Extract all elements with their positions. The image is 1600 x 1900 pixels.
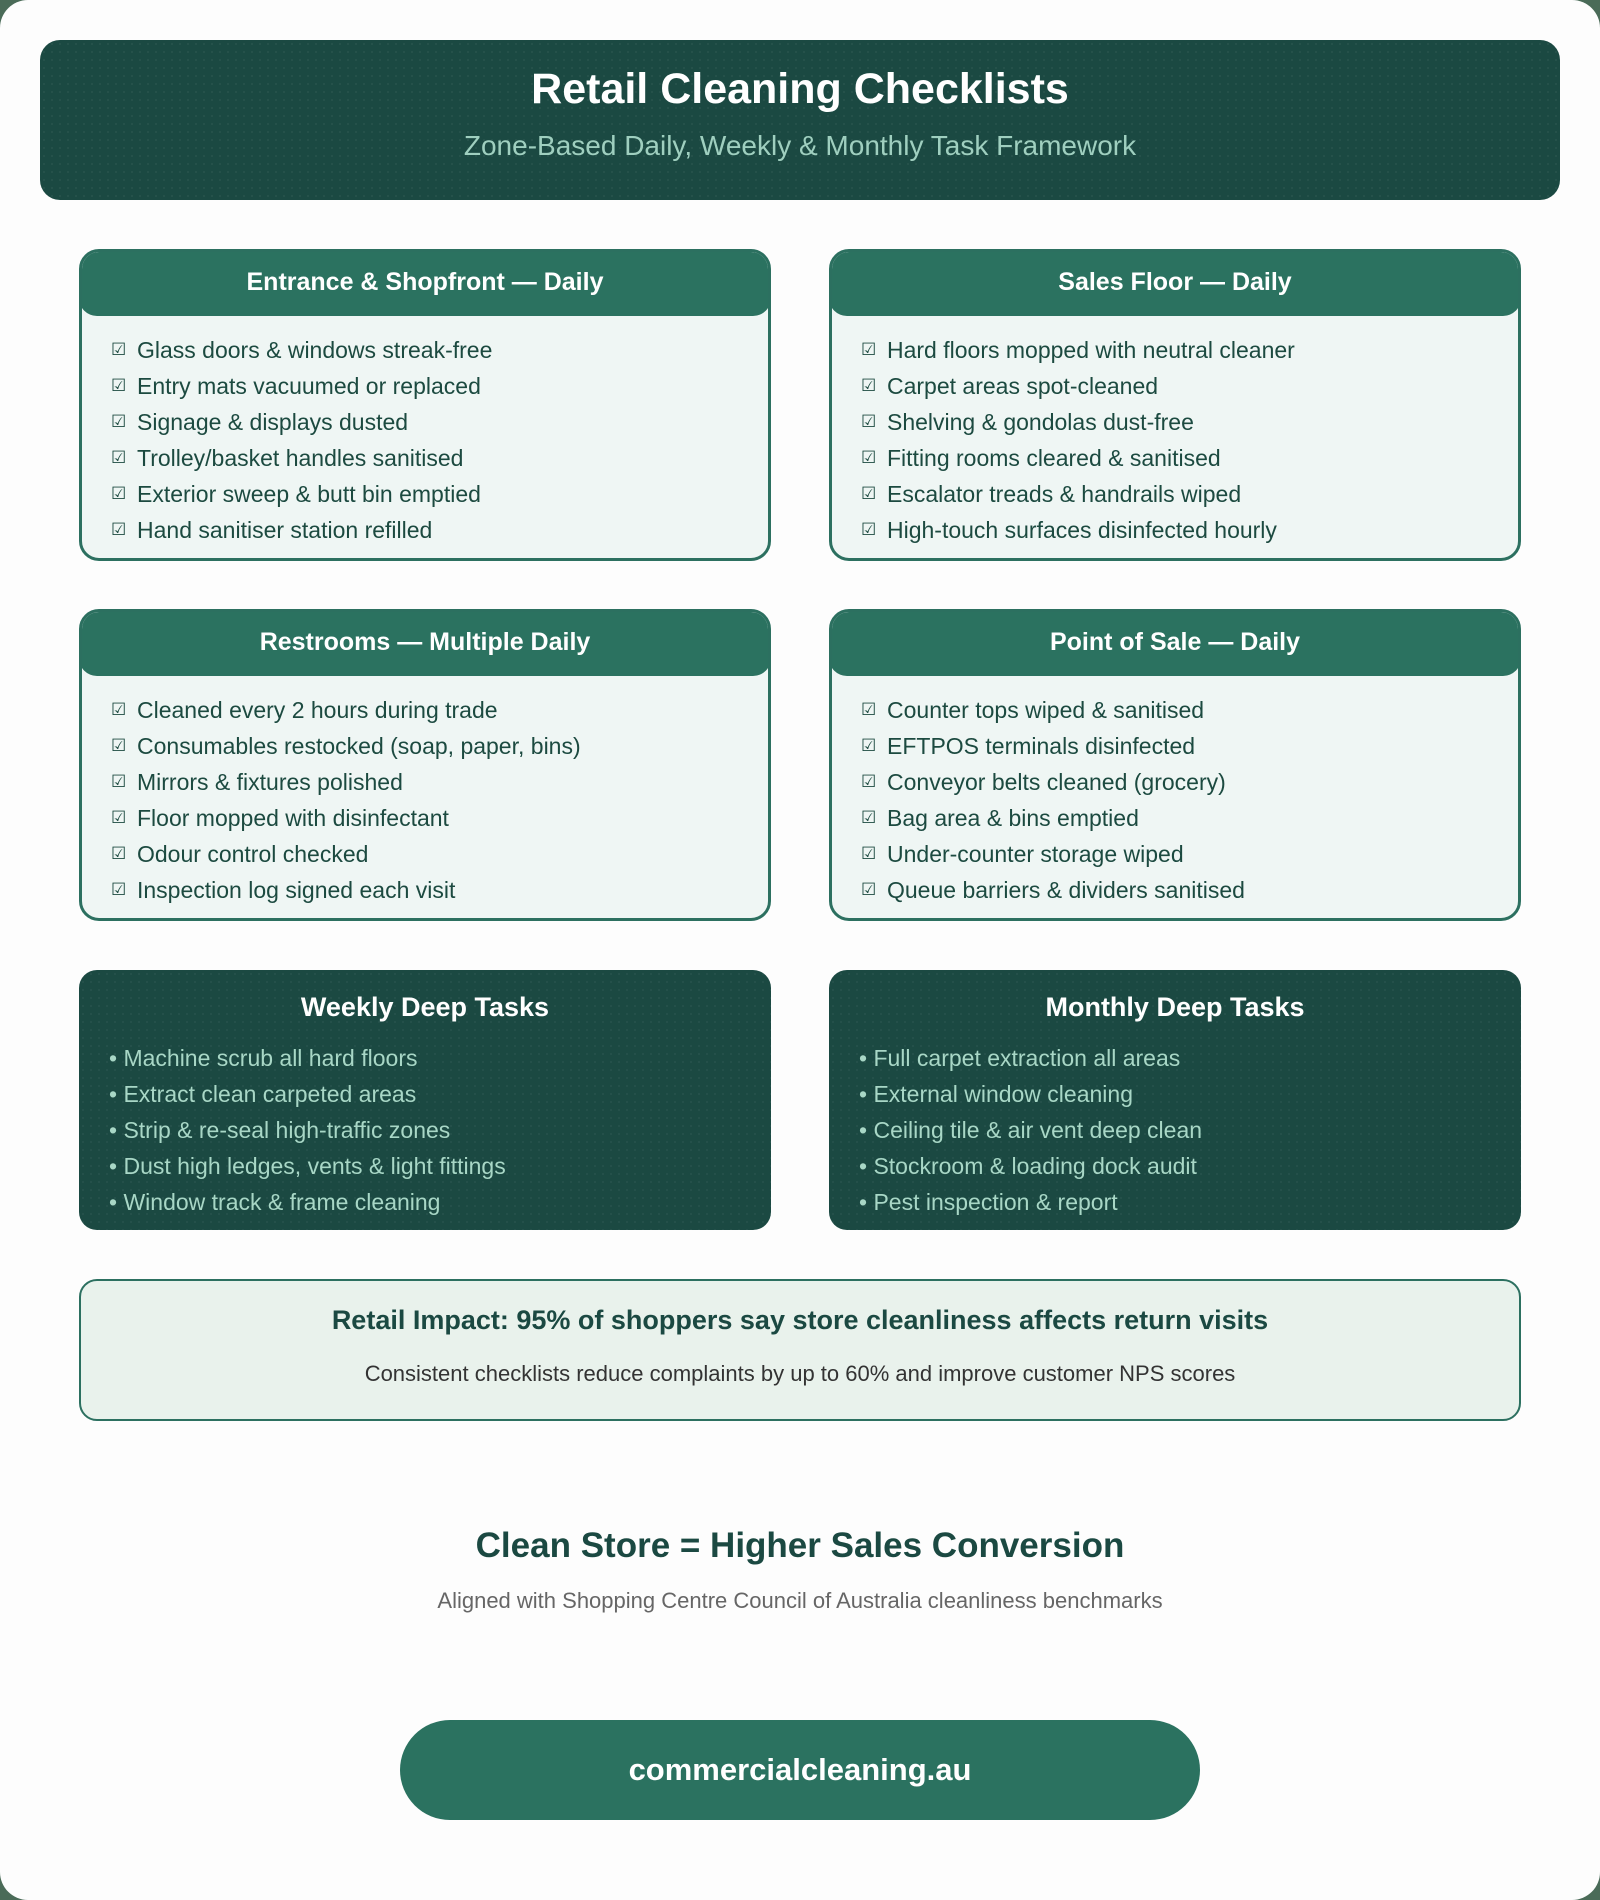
- checklist-item: [111, 872, 581, 908]
- checklist-item-label: Counter tops wiped & sanitised: [887, 697, 1205, 723]
- deep-task-item: [109, 1040, 506, 1076]
- checklist-item-label: Conveyor belts cleaned (grocery): [887, 769, 1226, 795]
- deep-task-label: Extract clean carpeted areas: [123, 1081, 417, 1107]
- checklist-item-label: Mirrors & fixtures polished: [137, 769, 403, 795]
- deep-task-label: Full carpet extraction all areas: [873, 1045, 1181, 1071]
- deep-task-item: [109, 1076, 506, 1112]
- bullet-icon: •: [109, 1189, 118, 1215]
- zone-card-restrooms: [79, 609, 771, 921]
- checklist: [111, 332, 492, 548]
- checklist-item: [861, 728, 1245, 764]
- checklist-item-label: Queue barriers & dividers sanitised: [887, 877, 1245, 903]
- checklist-item-label: Carpet areas spot-cleaned: [887, 373, 1159, 399]
- checklist-item: [861, 476, 1295, 512]
- checkbox-checked-icon: ☑: [111, 520, 127, 539]
- checklist-item-label: Odour control checked: [137, 841, 369, 867]
- checklist-item-label: Cleaned every 2 hours during trade: [137, 697, 498, 723]
- checklist: [861, 332, 1295, 548]
- checklist-item-label: Exterior sweep & butt bin emptied: [137, 481, 481, 507]
- deep-task-item: [859, 1112, 1202, 1148]
- zone-card-title: Restrooms — Multiple Daily: [79, 609, 771, 676]
- checklist-item: [861, 368, 1295, 404]
- deep-task-list: [109, 1040, 506, 1220]
- checklist-item: [111, 728, 581, 764]
- tagline-subtitle: Aligned with Shopping Centre Council of Australia cleanliness benchmarks: [437, 1588, 1163, 1613]
- tagline-title: Clean Store = Higher Sales Conversion: [475, 1526, 1125, 1565]
- deep-task-label: Stockroom & loading dock audit: [873, 1153, 1197, 1179]
- retail-impact-callout: [79, 1279, 1521, 1421]
- bullet-icon: •: [109, 1117, 118, 1143]
- checklist-item-label: Entry mats vacuumed or replaced: [137, 373, 481, 399]
- checkbox-checked-icon: ☑: [861, 700, 877, 719]
- checkbox-checked-icon: ☑: [111, 700, 127, 719]
- monthly-deep-tasks-panel: [829, 970, 1521, 1230]
- deep-task-list: [859, 1040, 1202, 1220]
- bullet-icon: •: [109, 1081, 118, 1107]
- checkbox-checked-icon: ☑: [861, 808, 877, 827]
- checklist-item-label: Under-counter storage wiped: [887, 841, 1184, 867]
- deep-task-item: [859, 1148, 1202, 1184]
- checklist-item-label: Glass doors & windows streak-free: [137, 337, 493, 363]
- checklist-item: [111, 800, 581, 836]
- impact-subtitle: Consistent checklists reduce complaints by up to 60% and improve customer NPS scores: [364, 1361, 1236, 1386]
- checkbox-checked-icon: ☑: [111, 808, 127, 827]
- checkbox-checked-icon: ☑: [861, 520, 877, 539]
- website-link-button[interactable]: commercialcleaning.au: [400, 1720, 1200, 1820]
- deep-task-label: Pest inspection & report: [873, 1189, 1118, 1215]
- checklist-item: [111, 440, 492, 476]
- checkbox-checked-icon: ☑: [861, 772, 877, 791]
- bullet-icon: •: [859, 1189, 868, 1215]
- deep-task-label: Ceiling tile & air vent deep clean: [873, 1117, 1203, 1143]
- zone-card-title: Entrance & Shopfront — Daily: [79, 249, 771, 316]
- deep-tasks-title: Monthly Deep Tasks: [1045, 992, 1305, 1022]
- checklist-item-label: High-touch surfaces disinfected hourly: [887, 517, 1277, 543]
- bullet-icon: •: [859, 1081, 868, 1107]
- zone-card-title: Sales Floor — Daily: [829, 249, 1521, 316]
- checklist-item-label: Hand sanitiser station refilled: [137, 517, 433, 543]
- checklist-item-label: Consumables restocked (soap, paper, bins): [137, 733, 581, 759]
- checkbox-checked-icon: ☑: [111, 340, 127, 359]
- checklist-item-label: Floor mopped with disinfectant: [137, 805, 449, 831]
- deep-task-label: Machine scrub all hard floors: [123, 1045, 418, 1071]
- checklist-item-label: Bag area & bins emptied: [887, 805, 1139, 831]
- checklist-item: [111, 692, 581, 728]
- checkbox-checked-icon: ☑: [861, 736, 877, 755]
- page-title: Retail Cleaning Checklists: [531, 65, 1069, 113]
- checkbox-checked-icon: ☑: [861, 376, 877, 395]
- checkbox-checked-icon: ☑: [111, 736, 127, 755]
- checklist-item-label: Signage & displays dusted: [137, 409, 409, 435]
- checklist: [111, 692, 581, 908]
- bullet-icon: •: [859, 1153, 868, 1179]
- header-banner: [40, 40, 1560, 200]
- checklist-item-label: Trolley/basket handles sanitised: [137, 445, 464, 471]
- checkbox-checked-icon: ☑: [111, 412, 127, 431]
- checkbox-checked-icon: ☑: [861, 448, 877, 467]
- checkbox-checked-icon: ☑: [111, 880, 127, 899]
- checkbox-checked-icon: ☑: [111, 376, 127, 395]
- checkbox-checked-icon: ☑: [111, 484, 127, 503]
- checkbox-checked-icon: ☑: [861, 340, 877, 359]
- checklist-item: [861, 836, 1245, 872]
- deep-task-item: [859, 1184, 1202, 1220]
- checklist-item: [861, 692, 1245, 728]
- checklist-item: [861, 512, 1295, 548]
- checklist-item: [861, 872, 1245, 908]
- deep-task-item: [859, 1040, 1202, 1076]
- zone-card-sales-floor: [829, 249, 1521, 561]
- checklist-item: [111, 368, 492, 404]
- checklist-item-label: Fitting rooms cleared & sanitised: [887, 445, 1221, 471]
- checklist: [861, 692, 1245, 908]
- bullet-icon: •: [109, 1045, 118, 1071]
- checklist-item: [111, 764, 581, 800]
- checkbox-checked-icon: ☑: [111, 448, 127, 467]
- checklist-item: [111, 404, 492, 440]
- checklist-item: [111, 332, 492, 368]
- page-subtitle: Zone-Based Daily, Weekly & Monthly Task Framework: [463, 130, 1137, 161]
- zone-card-title: Point of Sale — Daily: [829, 609, 1521, 676]
- checklist-item-label: Shelving & gondolas dust-free: [887, 409, 1194, 435]
- checkbox-checked-icon: ☑: [861, 484, 877, 503]
- checkbox-checked-icon: ☑: [111, 844, 127, 863]
- impact-title: Retail Impact: 95% of shoppers say store cleanliness affects return visits: [331, 1305, 1269, 1335]
- deep-tasks-title: Weekly Deep Tasks: [300, 992, 550, 1022]
- deep-task-item: [859, 1076, 1202, 1112]
- checkbox-checked-icon: ☑: [861, 880, 877, 899]
- checklist-item: [111, 836, 581, 872]
- checklist-item: [861, 440, 1295, 476]
- checklist-item: [861, 332, 1295, 368]
- bullet-icon: •: [859, 1045, 868, 1071]
- deep-task-label: Window track & frame cleaning: [123, 1189, 441, 1215]
- checklist-item-label: Hard floors mopped with neutral cleaner: [887, 337, 1295, 363]
- checkbox-checked-icon: ☑: [861, 412, 877, 431]
- deep-task-item: [109, 1148, 506, 1184]
- deep-task-item: [109, 1184, 506, 1220]
- checklist-item-label: Inspection log signed each visit: [137, 877, 456, 903]
- deep-task-label: Strip & re-seal high-traffic zones: [123, 1117, 451, 1143]
- weekly-deep-tasks-panel: [79, 970, 771, 1230]
- checkbox-checked-icon: ☑: [111, 772, 127, 791]
- checklist-item-label: EFTPOS terminals disinfected: [887, 733, 1196, 759]
- checklist-item: [861, 404, 1295, 440]
- deep-task-label: External window cleaning: [873, 1081, 1133, 1107]
- checkbox-checked-icon: ☑: [861, 844, 877, 863]
- deep-task-item: [109, 1112, 506, 1148]
- deep-task-label: Dust high ledges, vents & light fittings: [123, 1153, 506, 1179]
- checklist-item: [111, 476, 492, 512]
- zone-card-point-of-sale: [829, 609, 1521, 921]
- checklist-item: [111, 512, 492, 548]
- checklist-item: [861, 800, 1245, 836]
- checklist-item-label: Escalator treads & handrails wiped: [887, 481, 1242, 507]
- zone-card-entrance: [79, 249, 771, 561]
- bullet-icon: •: [859, 1117, 868, 1143]
- checklist-item: [861, 764, 1245, 800]
- bullet-icon: •: [109, 1153, 118, 1179]
